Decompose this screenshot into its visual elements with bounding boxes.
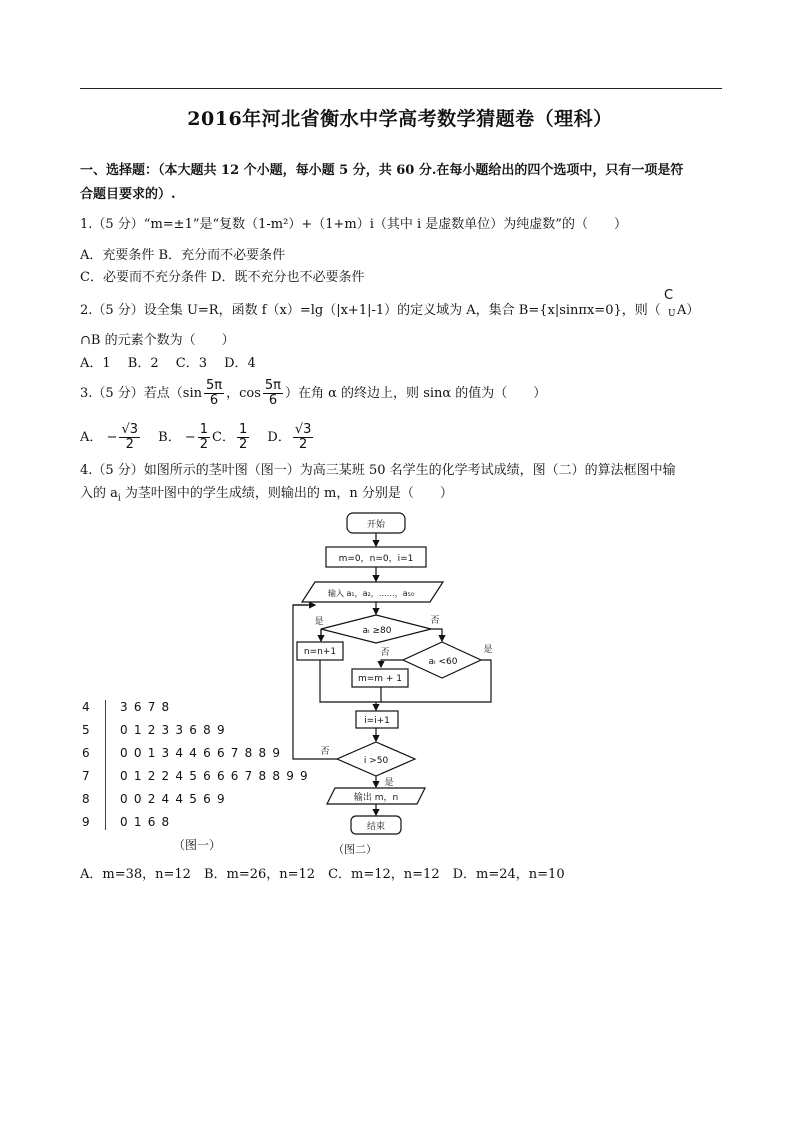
q2-complement-sub: U <box>668 309 676 319</box>
q3-stem-pre: 3.（5 分）若点（sin <box>80 386 203 401</box>
stem-leaf-row <box>78 746 281 760</box>
flow-output-label: 输出 m，n <box>353 793 399 803</box>
q3-opt-b-minus: − <box>184 430 196 445</box>
flow-cond3-yes: 是 <box>384 778 394 788</box>
q2-line2: ∩B 的元素个数为（ ） <box>80 333 235 348</box>
stem-value: 6 <box>82 746 90 760</box>
stem-value: 8 <box>82 792 90 806</box>
q3-opt-a-num: √3 <box>121 422 138 437</box>
stem-leaf-row <box>78 700 170 714</box>
section-heading-line1: 一、选择题：（本大题共 12 个小题，每小题 5 分，共 60 分.在每小题给出的四个选项中，只有一项是符 <box>80 163 684 178</box>
section-heading-line2: 合题目要求的）. <box>80 187 176 202</box>
q3-opt-d-label: D． <box>267 430 291 445</box>
leaf-values: 0 1 2 2 4 5 6 6 6 7 8 8 9 9 <box>120 769 309 783</box>
stem-leaf-caption: （图一） <box>173 838 222 852</box>
stem-leaf-row <box>78 815 170 829</box>
stem-value: 5 <box>82 723 90 737</box>
q3-stem-mid: ，cos <box>226 386 261 401</box>
q3-opt-c-label: C． <box>212 430 235 445</box>
stem-value: 7 <box>82 769 90 783</box>
flow-n-inc-label: n=n+1 <box>303 647 337 657</box>
header-rule <box>80 88 722 89</box>
flowchart-caption: （图二） <box>333 843 377 856</box>
flow-cond1-no: 否 <box>430 616 440 626</box>
stem-leaf-divider <box>105 700 106 830</box>
q3-opt-b-num: 1 <box>199 422 209 437</box>
leaf-values: 0 1 2 3 3 6 8 9 <box>120 723 226 737</box>
flow-cond1-yes: 是 <box>314 617 324 627</box>
q3-opt-c-frac <box>237 423 249 452</box>
q3-opt-b-den: 2 <box>199 437 209 452</box>
q3-options <box>80 420 315 456</box>
flow-cond3-label: i >50 <box>363 756 389 766</box>
q3-fraction-cos <box>263 379 283 408</box>
q3-frac-den: 6 <box>209 393 219 408</box>
q2-stem <box>80 302 661 320</box>
leaf-values: 3 6 7 8 <box>120 700 171 714</box>
q3-frac-den-2: 6 <box>268 393 278 408</box>
flow-end-label: 结束 <box>366 822 386 832</box>
stem-leaf-row <box>78 769 309 783</box>
stem-leaf-row <box>78 792 226 806</box>
leaf-values: 0 0 2 4 4 5 6 9 <box>120 792 226 806</box>
q3-opt-d-den: 2 <box>298 437 308 452</box>
algorithm-flowchart <box>285 510 505 860</box>
stem-value: 9 <box>82 815 90 829</box>
q2-stem-text: 2.（5 分）设全集 U=R，函数 f（x）=lg（|x+1|-1）的定义域为 A，集合 B={x|sinπx=0}，则（ <box>80 303 661 318</box>
q3-opt-a-label: A． <box>80 430 103 445</box>
q2-complement-symbol: C <box>664 288 674 303</box>
stem-leaf-row <box>78 723 226 737</box>
q4-line2-sub: i <box>117 493 121 504</box>
flow-cond2-label: aᵢ <60 <box>428 657 458 667</box>
q3-opt-d-num: √3 <box>294 422 312 437</box>
leaf-values: 0 0 1 3 4 4 6 6 7 8 8 9 <box>120 746 282 760</box>
page-title: 2016年河北省衡水中学高考数学猜题卷（理科） <box>187 108 613 130</box>
q3-opt-b-frac <box>198 423 210 452</box>
q4-line2-pre: 入的 a <box>80 486 118 501</box>
q1-options-cd: C．必要而不充分条件 D．既不充分也不必要条件 <box>80 270 365 285</box>
q4-line2-post: 为茎叶图中的学生成绩，则输出的 m，n 分别是（ ） <box>120 486 453 501</box>
flow-i-inc-label: i=i+1 <box>364 716 390 726</box>
q3-opt-c-num: 1 <box>238 422 248 437</box>
flow-input-label: 输入 a₁，a₂，……，a₅₀ <box>327 589 415 598</box>
q1-options-ab: A．充要条件 B．充分而不必要条件 <box>80 248 286 263</box>
q3-frac-num: 5π <box>206 378 223 393</box>
flow-cond2-yes: 是 <box>483 645 493 655</box>
q4-line1: 4.（5 分）如图所示的茎叶图（图一）为高三某班 50 名学生的化学考试成绩，图（二）的算法框图中输 <box>80 463 676 478</box>
q2-stem-end: A） <box>677 303 700 318</box>
q3-opt-d-frac <box>293 423 314 452</box>
q3-opt-b-label: B． <box>158 430 181 445</box>
q1-stem: 1.（5 分）“m=±1”是“复数（1-m²）+（1+m）i（其中 i 是虚数单位）为纯虚数”的（ ） <box>80 217 627 232</box>
q3-fraction-sin <box>204 379 224 408</box>
flow-start-label: 开始 <box>366 520 386 530</box>
q3-opt-a-minus: − <box>106 430 118 445</box>
q2-options: A．1 B．2 C．3 D．4 <box>80 356 256 371</box>
flow-cond2-no: 否 <box>380 648 390 658</box>
stem-leaf-plot <box>78 690 309 860</box>
q3-opt-c-den: 2 <box>238 437 248 452</box>
q4-line2 <box>80 485 453 508</box>
q3-stem <box>80 376 546 412</box>
q4-options: A．m=38，n=12 B．m=26，n=12 C．m=12，n=12 D．m=24，n=10 <box>80 867 565 882</box>
q3-stem-post: ）在角 α 的终边上，则 sinα 的值为（ ） <box>285 386 547 401</box>
q3-frac-num-2: 5π <box>264 378 282 393</box>
stem-value: 4 <box>82 700 90 714</box>
leaf-values: 0 1 6 8 <box>120 815 171 829</box>
q3-opt-a-den: 2 <box>125 437 134 452</box>
flow-init-label: m=0，n=0，i=1 <box>338 554 414 564</box>
flow-cond3-no: 否 <box>320 747 330 757</box>
flow-cond1-label: aᵢ ≥80 <box>362 626 392 636</box>
q3-opt-a-frac <box>119 423 140 452</box>
flow-m-inc-label: m=m + 1 <box>357 674 403 684</box>
